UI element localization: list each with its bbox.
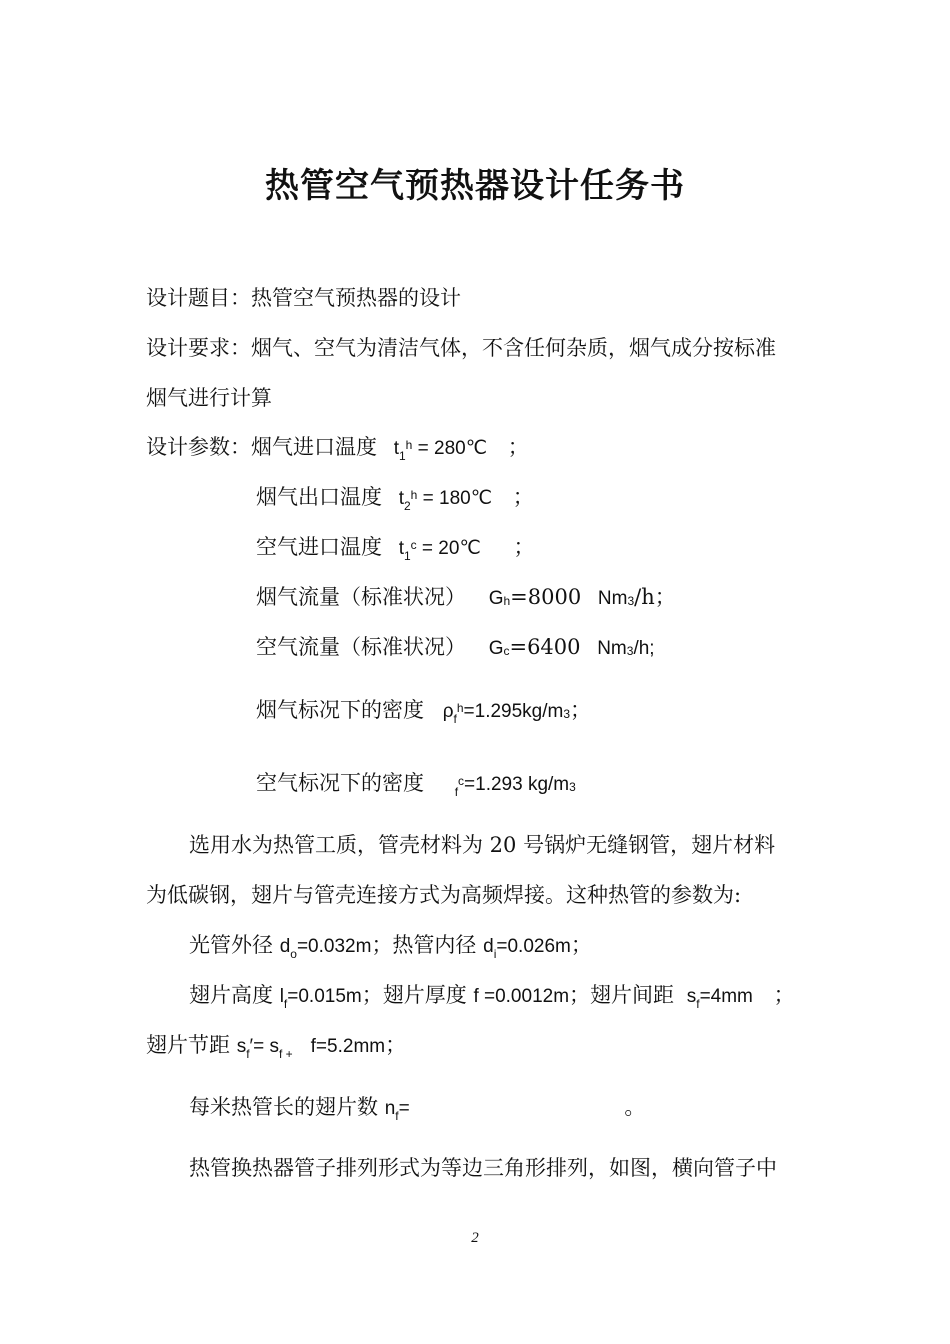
param-air-flow: 空气流量（标准状况） $G^c=6400$ Nm$^3$/h; — [256, 635, 655, 659]
param-air-inlet-temp: 空气进口温度 $t_1^c$ = 20℃ ； — [256, 535, 535, 563]
body-paragraph-line-1: 选用水为热管工质，管壳材料为 20 号锅炉无缝钢管，翅片材料 — [189, 833, 776, 857]
design-params-label: 设计参数： — [146, 435, 251, 459]
body-last-line: 热管换热器管子排列形式为等边三角形排列，如图，横向管子中 — [189, 1156, 777, 1180]
design-topic-value: 热管空气预热器的设计 — [251, 286, 461, 310]
design-requirement — [146, 338, 776, 359]
page-title: 热管空气预热器设计任务书 — [265, 166, 685, 206]
fins-per-meter: 每米热管长的翅片数 $n_f=$ 。 — [189, 1095, 646, 1123]
design-requirement-label: 设计要求： — [146, 336, 251, 360]
param-flue-inlet-temp: 设计参数：烟气进口温度 $t_1^h$ = 280℃ ； — [146, 435, 529, 463]
body-paragraph-line-2: 为低碳钢，翅片与管壳连接方式为高频焊接。这种热管的参数为: — [146, 883, 742, 907]
tube-diameters: 光管外径 $d_o=0.032m$；热管内径 $d_i=0.026m$； — [189, 933, 592, 961]
fin-pitch: 翅片节距 $s_f'= s_{f +}$ f=5.2mm； — [146, 1033, 407, 1061]
param-flue-flow: 烟气流量（标准状况） $G^h=8000$ Nm$^3$/h； — [256, 585, 676, 609]
param-air-density: 空气标况下的密度 $_f^c$=1.293 $kg/m^3$ — [256, 771, 576, 799]
param-flue-outlet-temp: 烟气出口温度 $t_2^h$ = 180℃ ； — [256, 485, 534, 513]
design-topic-label: 设计题目： — [146, 286, 251, 310]
design-requirement-text: 烟气、空气为清洁气体，不含任何杂质，烟气成分按标准 — [251, 336, 776, 360]
design-topic — [146, 288, 461, 309]
param-flue-density: 烟气标况下的密度 $\rho_f^h=1.295kg/m^3$； — [256, 698, 592, 726]
design-requirement-cont: 烟气进行计算 — [146, 386, 272, 410]
fin-parameters: 翅片高度 $l_f=0.015m$；翅片厚度 f =0.0012m；翅片间距 $s_f=4mm$ ； — [189, 983, 795, 1011]
page-number: 2 — [471, 1230, 479, 1246]
